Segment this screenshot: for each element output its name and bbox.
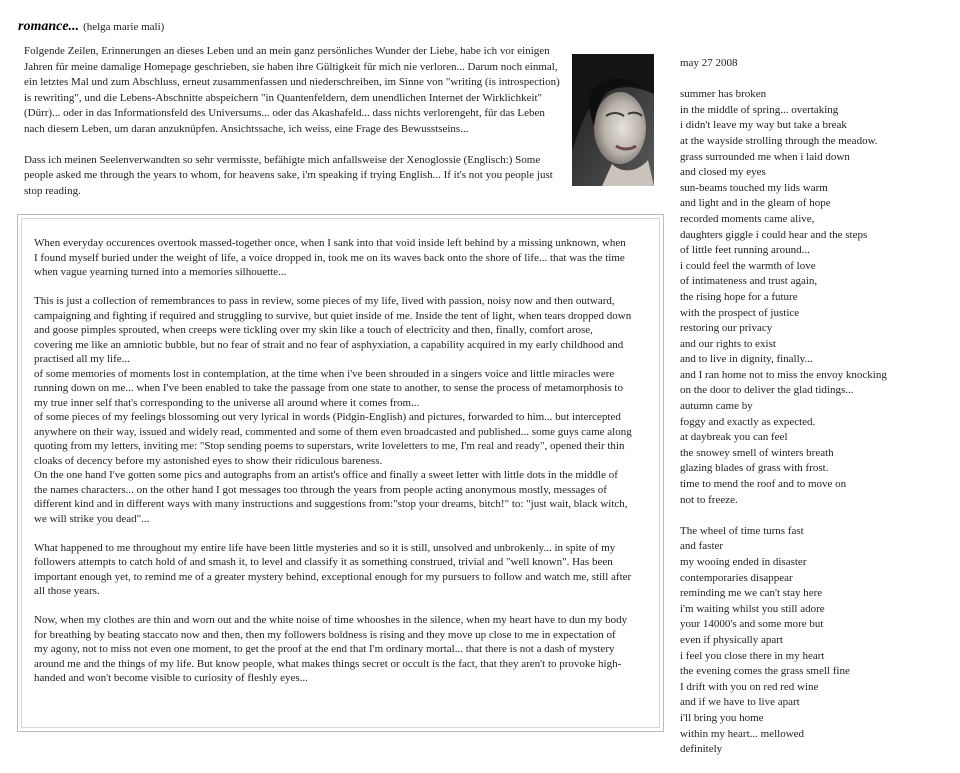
poem-line: i'm waiting whilst you still adore: [680, 602, 825, 615]
poem-line: daughters giggle i could hear and the steps: [680, 228, 868, 241]
poem-line: and closed my eyes: [680, 166, 766, 179]
poem-line: time to mend the roof and to move on: [680, 478, 847, 491]
story-paragraph: Now, when my clothes are thin and worn out and the white noise of time whooshes in the silence, when my heart have to dun my body for breathing by beating staccato now and then, then my followers boldness is rising and they move up close to me in expectation of my agony, not to miss not even one moment, to get the proof at the end that I'm ordinary mortal... that there is not a dash of mystery around me and the things of my life. But know people, what makes things secret or occult is the fact, that they aren't to provoke high-handed and won't become visible to curiosity of fleshly eyes...: [34, 614, 628, 684]
portrait-photo: [572, 54, 654, 186]
story-line: On the one hand I've gotten some pics and autographs from an artist's office and finally a sweet letter with little dots in the middle of the names characters... on the other hand I got messages too through the years from people acting anonymous mostly, messages of different kind and in different ways with many instructions and suggestions from:"stop your dreams, bitch!" to: "just wait, black witch, we will strike you dead"...: [34, 469, 628, 525]
poem-line: of intimateness and trust again,: [680, 275, 818, 288]
portrait-photo-graphic: [572, 54, 654, 186]
sidebar-poems: [680, 56, 955, 773]
poem-line: autumn came by: [680, 400, 753, 413]
intro-paragraph: Folgende Zeilen, Erinnerungen an dieses Leben und an mein ganz persönliches Wunder der Liebe, habe ich vor einigen Jahren für meine damalige Homepage geschrieben, sie haben ihre Gültigkeit für mich nie verloren... Darum noch einmal, ein letztes Mal und zum Abschluss, erneut zusammenfassen und niederschreiben, im Sinne von "writing (is introspection) is rewriting", und die Lebens-Abschnitte abspeichern "in Quantenfeldern, dem unendlichen Internet der Wirklichkeit" (Dürr)... oder in das Informationsfeld des Universums... oder das Akashafeld... dass nichts verlorengeht, für das Leben nach diesem Leben, um daran anzuknüpfen. Ansichtssache, ich weiss, eine Frage des Bewusstseins...: [24, 45, 560, 135]
poem-line: the snowey smell of winters breath: [680, 446, 834, 459]
poem-line: not to freeze.: [680, 493, 738, 506]
intro-paragraph: Dass ich meinen Seelenverwandten so sehr vermisste, befähigte mich anfallsweise der Xenoglossie (Englisch:) Some people asked me through the years to whom, for heavens sake, i'm speaking if trying English... If it's not you people just stop reading.: [24, 153, 553, 197]
poem-line: glazing blades of grass with frost.: [680, 462, 829, 475]
poem-line: and to live in dignity, finally...: [680, 353, 813, 366]
poem-line: the evening comes the grass smell fine: [680, 665, 850, 678]
poem-line: your 14000's and some more but: [680, 618, 824, 631]
poem-line: the rising hope for a future: [680, 290, 798, 303]
poem-line: foggy and exactly as expected.: [680, 415, 816, 428]
poem-line: on the door to deliver the glad tidings...: [680, 384, 854, 397]
poem-line: grass surrounded me when i laid down: [680, 150, 850, 163]
story-paragraph: [34, 294, 632, 526]
post-date: may 27 2008: [680, 57, 738, 69]
poem-line: at the wayside strolling through the meadow.: [680, 134, 878, 147]
story-line: This is just a collection of remembrances to pass in review, some pieces of my life, lived with passion, noisy now and then outward, campaigning and fighting if required and struggling to survive, but quiet inside of me. Inside the tent of light, when tears dropped down and goose pimples sprouted, when creeps were tickling over my skin like a touch of electricity and then, finally, comfort arose, covering me like an amniotic bubble, but no fear of strait and no fear of asphyxiation, a capability acquired in my early childhood and practised all my life...: [34, 295, 632, 365]
poem-line: reminding me we can't stay here: [680, 587, 823, 600]
poem-line: contemporaries disappear: [680, 571, 793, 584]
poem-line: i didn't leave my way but take a break: [680, 119, 847, 132]
poem-line: i feel you close there in my heart: [680, 649, 825, 662]
poem-summer: [680, 87, 955, 508]
poem-line: my wooing ended in disaster: [680, 556, 807, 568]
story-paragraph: What happened to me throughout my entire life have been little mysteries and so it is still, unsolved and unbrokenly... in spite of my followers attempts to catch hold of and smash it, to level and classify it as something construed, trivial and "well known". Has been important enough yet, to remind me of a greater mystery behind, exceptional enough for my pursuers to follow and watch me, still after all those years.: [34, 541, 632, 597]
poem-line: even if physically apart: [680, 633, 783, 646]
poem-line: I drift with you on red red wine: [680, 680, 819, 693]
poem-line: recorded moments came alive,: [680, 212, 815, 225]
poem-line: i'll bring you home: [680, 711, 764, 724]
story-text: [34, 236, 632, 700]
intro-text: [24, 44, 564, 215]
poem-line: and faster: [680, 540, 724, 553]
poem-line: definitely: [680, 743, 723, 756]
poem-line: and our rights to exist: [680, 337, 776, 350]
poem-line: of little feet running around...: [680, 244, 810, 257]
poem-line: restoring our privacy: [680, 322, 773, 335]
author-name: (helga marie mali): [83, 21, 165, 33]
poem-line: and I ran home not to miss the envoy knocking: [680, 368, 887, 381]
poem-line: and if we have to live apart: [680, 696, 800, 709]
poem-line: sun-beams touched my lids warm: [680, 181, 828, 194]
page-header: [18, 17, 164, 35]
poem-line: i could feel the warmth of love: [680, 259, 816, 272]
poem-line: with the prospect of justice: [680, 306, 800, 319]
poem-wheel-of-time: [680, 524, 955, 758]
poem-line: The wheel of time turns fast: [680, 524, 804, 537]
story-paragraph: When everyday occurences overtook massed-together once, when I sank into that void inside left behind by a missing unknown, when I found myself buried under the weight of life, a voice dropped in, took me on its waves back onto the shore of life... that was the time when vague yearning turned into a memories silhouette...: [34, 237, 626, 278]
poem-line: within my heart... mellowed: [680, 727, 805, 740]
poem-line: and light and in the gleam of hope: [680, 197, 831, 210]
poem-line: summer has broken: [680, 88, 767, 101]
story-line: of some pieces of my feelings blossoming out very lyrical in words (Pidgin-English) and pictures, forwarded to him... but intercepted anywhere on their way, issued and widely read, commented and some of them even broadcasted and published... some guys came along quoting from my letters, inviting me: "Stop sending poems to superstars, write loveletters to me, I'm real and ready", opened their thin cloaks of decency before my astonished eyes to show their ridiculous bareness.: [34, 411, 632, 467]
page-title: romance...: [18, 19, 80, 34]
story-line: of some memories of moments lost in contemplation, at the time when i've been shrouded in a singers voice and little miracles were running down on me... when I've been enabled to take the passage from one state to another, to sense the process of metamorphosis to my true inner self that's corresponding to the universe all around where it comes from...: [34, 367, 623, 409]
poem-line: at daybreak you can feel: [680, 431, 788, 444]
poem-line: in the middle of spring... overtaking: [680, 103, 839, 116]
